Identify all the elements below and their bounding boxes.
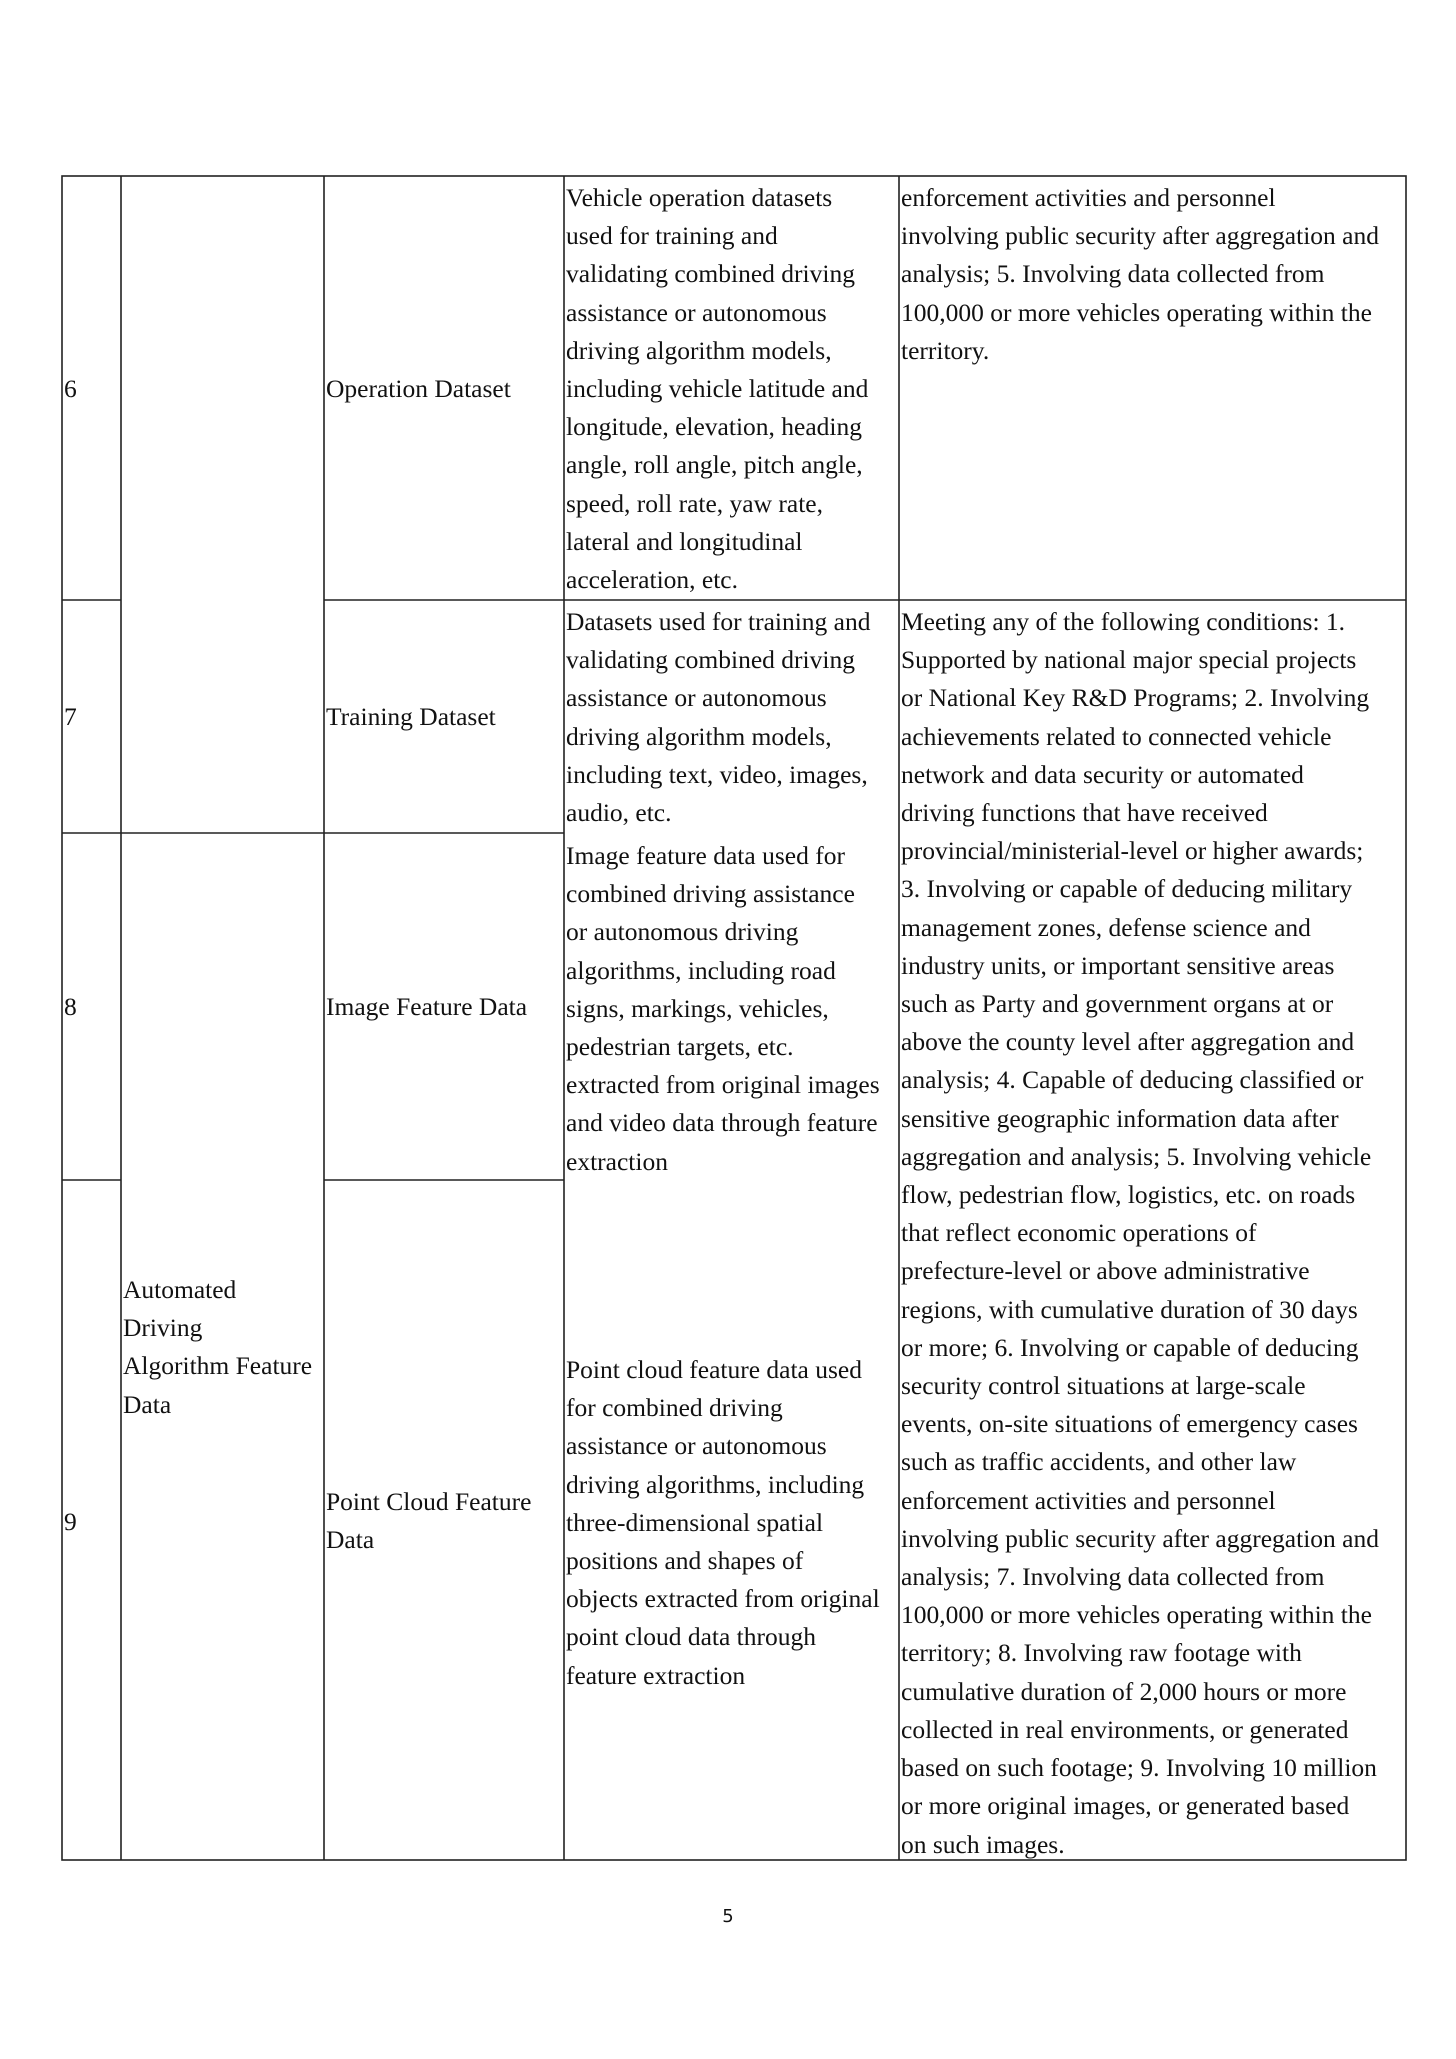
criteria-main: Meeting any of the following conditions: 1. Supported by national major special projects or National Key R&D Programs; 2. Involving achievements related to connected vehicle network and data security or automated driving functions that have received provincial/ministerial-level or higher awards; 3. Involving or capable of deducing military management zones, defense science and industry units, or important sensitive areas such as Party and government organs at or above the county level after aggregation and analysis; 4. Capable of deducing classified or sensitive geographic information data after aggregation and analysis; 5. Involving vehicle flow, pedestrian flow, logistics, etc. on roads that reflect economic operations of prefecture-level or above administrative regions, with cumulative duration of 30 days or more; 6. Involving or capable of deducing security control situations at large-scale events, on-site situations of emergency cases such as traffic accidents, and other law enforcement activities and personnel involving public security after aggregation and analysis; 7. Involving data collected from 100,000 or more vehicles operating within the territory; 8. Involving raw footage with cumulative duration of 2,000 hours or more collected in real environments, or generated based on such footage; 9. Involving 10 million or more original images, or generated based on such images.: [901, 607, 1379, 1859]
dataset-description-point-cloud: Point cloud feature data used for combined driving assistance or autonomous driving algorithms, including three-dimensional spatial positions and shapes of objects extracted from original point cloud data through feature extraction: [566, 1355, 880, 1690]
dataset-name-point-cloud: Point Cloud Feature Data: [326, 1487, 532, 1555]
dataset-name-image-feature: Image Feature Data: [326, 992, 528, 1021]
dataset-name-training: Training Dataset: [326, 702, 496, 731]
page-number: 5: [722, 1906, 734, 1927]
row-number-9: 9: [64, 1507, 77, 1536]
dataset-name-operation: Operation Dataset: [326, 374, 511, 403]
row-number-7: 7: [64, 702, 77, 731]
row-number-8: 8: [64, 992, 77, 1021]
category-label: Automated Driving Algorithm Feature Data: [123, 1275, 313, 1419]
row-number-6: 6: [64, 374, 77, 403]
dataset-description-operation: Vehicle operation datasets used for training and validating combined driving assistance or autonomous driving algorithm models, including vehicle latitude and longitude, elevation, heading angle, roll angle, pitch angle, speed, roll rate, yaw rate, lateral and longitudinal acceleration, etc.: [566, 183, 869, 595]
dataset-description-image-feature: Image feature data used for combined driving assistance or autonomous driving algorithms, including road signs, markings, vehicles, pedestrian targets, etc. extracted from original images and video data through feature extraction: [566, 841, 880, 1176]
criteria-continued: enforcement activities and personnel involving public security after aggregation and analysis; 5. Involving data collected from 100,000 or more vehicles operating within the territory.: [901, 183, 1379, 365]
dataset-description-training: Datasets used for training and validating combined driving assistance or autonomous driving algorithm models, including text, video, images, audio, etc.: [566, 607, 871, 828]
